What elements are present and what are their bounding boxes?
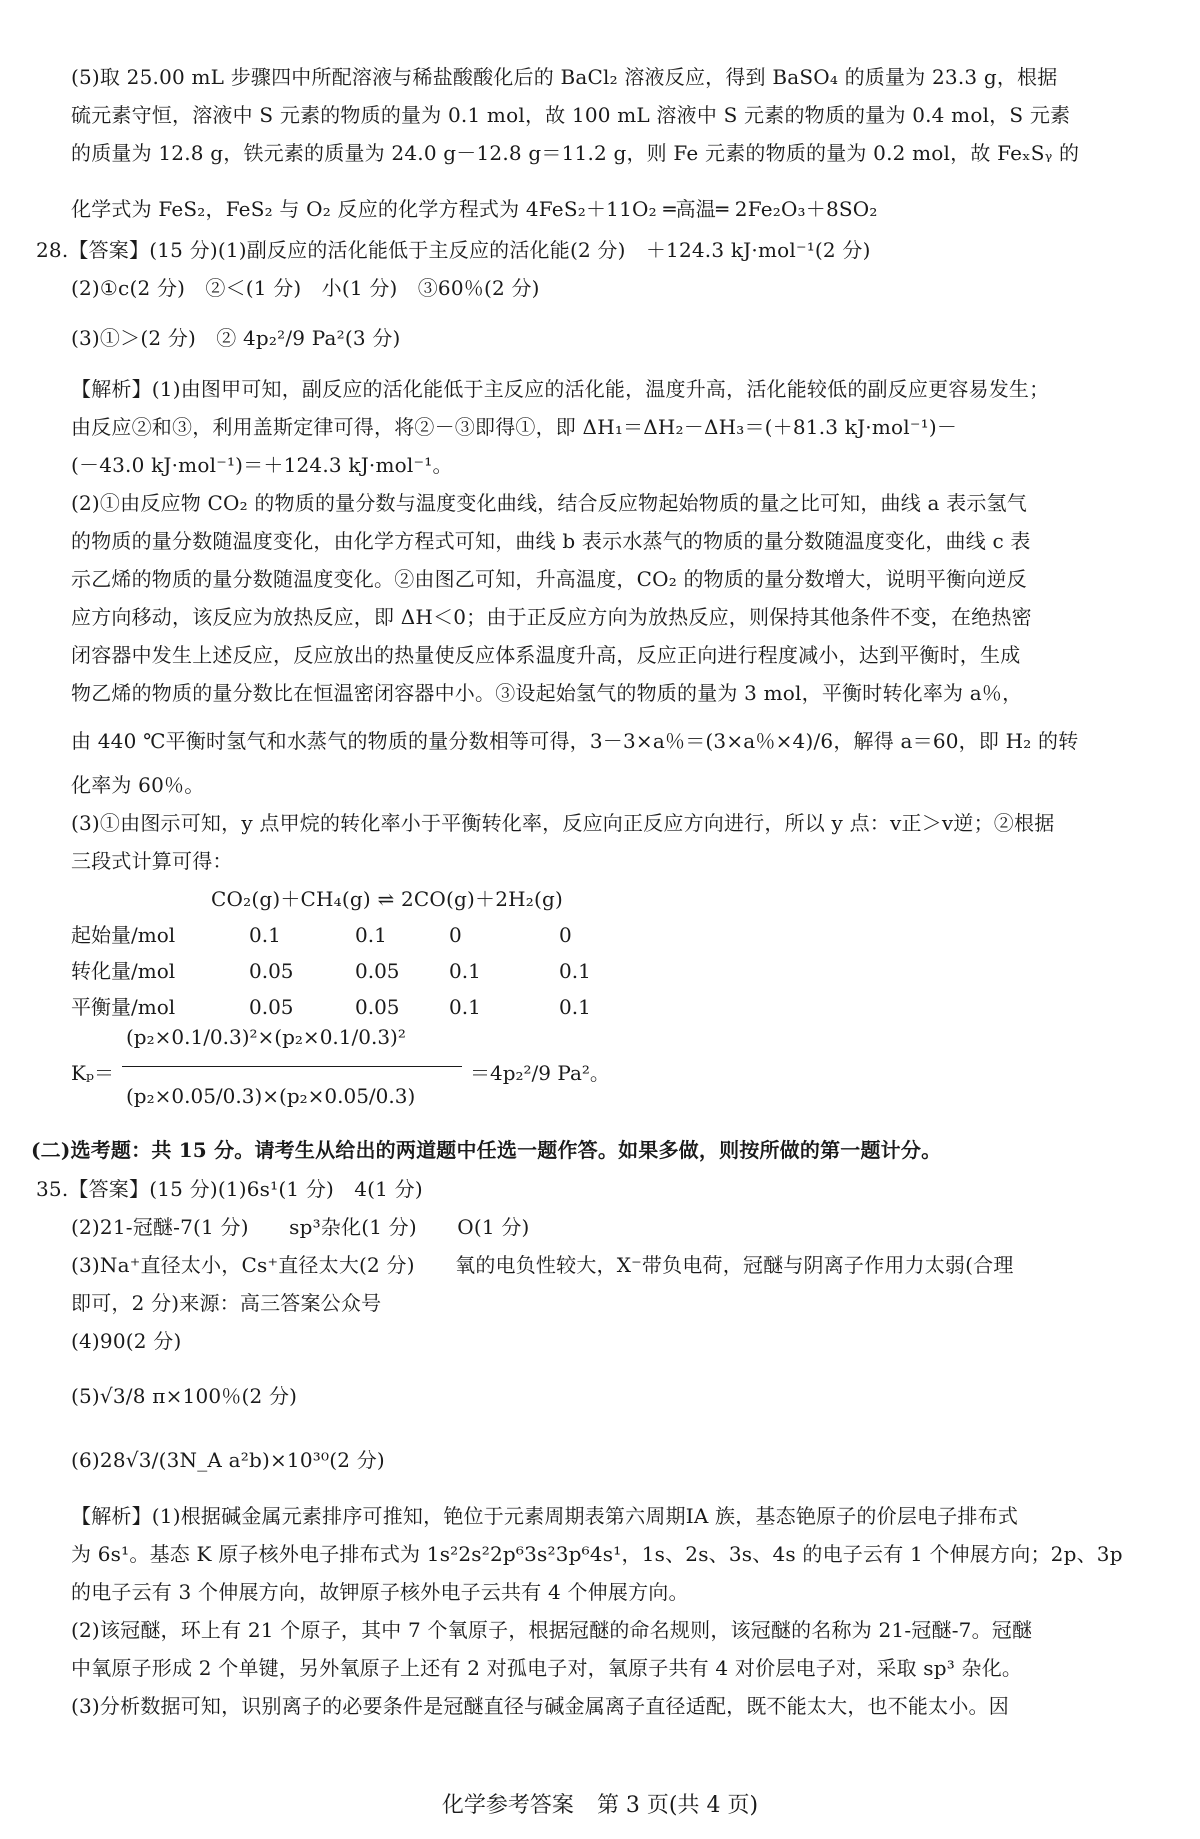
cell-value: 0.1 — [355, 923, 387, 947]
cell-value: 0.1 — [559, 959, 591, 983]
text-line: 硫元素守恒，溶液中 S 元素的物质的量为 0.1 mol，故 100 mL 溶液中 S 元素的物质的量为 0.4 mol，S 元素 — [71, 103, 1071, 127]
kp-numerator: (p₂×0.1/0.3)²×(p₂×0.1/0.3)² — [126, 1025, 406, 1049]
kp-denominator: (p₂×0.05/0.3)×(p₂×0.05/0.3) — [126, 1084, 416, 1108]
text-line: 【解析】(1)根据碱金属元素排序可推知，铯位于元素周期表第六周期ⅠA 族，基态铯原子的价层电子排布式 — [71, 1504, 1019, 1528]
text-line: (5)√3/8 π×100％(2 分) — [71, 1384, 298, 1408]
cell-value: 0.1 — [449, 995, 481, 1019]
three-stage-table — [71, 922, 671, 1030]
text-line: 的质量为 12.8 g，铁元素的质量为 24.0 g－12.8 g＝11.2 g，则 Fe 元素的物质的量为 0.2 mol，故 FeₓSᵧ 的 — [71, 141, 1080, 165]
cell-value: 0 — [449, 923, 462, 947]
kp-fraction-bar — [122, 1066, 462, 1067]
cell-value: 0.1 — [559, 995, 591, 1019]
row-label: 转化量/mol — [71, 959, 176, 983]
cell-value: 0 — [559, 923, 572, 947]
text-line: 的电子云有 3 个伸展方向，故钾原子核外电子云共有 4 个伸展方向。 — [71, 1580, 689, 1604]
text-line: 的物质的量分数随温度变化，由化学方程式可知，曲线 b 表示水蒸气的物质的量分数随温度变化，曲线 c 表 — [71, 529, 1031, 553]
text-line: 三段式计算可得： — [71, 849, 233, 873]
kp-lhs: Kₚ＝ — [71, 1061, 114, 1085]
text-line: (2)21-冠醚-7(1 分) sp³杂化(1 分) O(1 分) — [71, 1215, 530, 1239]
text-line: 中氧原子形成 2 个单键，另外氧原子上还有 2 对孤电子对，氧原子共有 4 对价层电子对，采取 sp³ 杂化。 — [71, 1656, 1023, 1680]
text-line: (3)分析数据可知，识别离子的必要条件是冠醚直径与碱金属离子直径适配，既不能太大，也不能太小。因 — [71, 1694, 1009, 1718]
text-line: (6)28√3/(3N_A a²b)×10³⁰(2 分) — [71, 1448, 385, 1472]
text-line: 为 6s¹。基态 K 原子核外电子排布式为 1s²2s²2p⁶3s²3p⁶4s¹，1s、2s、3s、4s 的电子云有 1 个伸展方向；2p、3p — [71, 1542, 1123, 1566]
text-line: 28.【答案】(15 分)(1)副反应的活化能低于主反应的活化能(2 分) ＋124.3 kJ·mol⁻¹(2 分) — [36, 238, 871, 262]
cell-value: 0.05 — [355, 995, 400, 1019]
footer-page-number: 第 3 页(共 4 页) — [596, 1793, 759, 1818]
text-line: 化率为 60％。 — [71, 773, 205, 797]
text-line: (3)①＞(2 分) ② 4p₂²/9 Pa²(3 分) — [71, 326, 401, 350]
page-footer — [0, 1788, 1200, 1819]
reaction-equation: CO₂(g)＋CH₄(g) ⇌ 2CO(g)＋2H₂(g) — [211, 887, 563, 911]
text-line: (3)①由图示可知，y 点甲烷的转化率小于平衡转化率，反应向正反应方向进行，所以 y 点：v正＞v逆；②根据 — [71, 811, 1055, 835]
footer-title: 化学参考答案 — [441, 1793, 574, 1818]
cell-value: 0.05 — [355, 959, 400, 983]
section-heading: (二)选考题：共 15 分。请考生从给出的两道题中任选一题作答。如果多做，则按所做的第一题计分。 — [31, 1138, 942, 1162]
text-line: (2)该冠醚，环上有 21 个原子，其中 7 个氧原子，根据冠醚的命名规则，该冠醚的名称为 21-冠醚-7。冠醚 — [71, 1618, 1033, 1642]
row-label: 平衡量/mol — [71, 995, 176, 1019]
text-line: 示乙烯的物质的量分数随温度变化。②由图乙可知，升高温度，CO₂ 的物质的量分数增大，说明平衡向逆反 — [71, 567, 1027, 591]
text-line: (2)①由反应物 CO₂ 的物质的量分数与温度变化曲线，结合反应物起始物质的量之比可知，曲线 a 表示氢气 — [71, 491, 1027, 515]
text-line: 闭容器中发生上述反应，反应放出的热量使反应体系温度升高，反应正向进行程度减小，达到平衡时，生成 — [71, 643, 1021, 667]
text-line: 应方向移动，该反应为放热反应，即 ΔH＜0；由于正反应方向为放热反应，则保持其他条件不变，在绝热密 — [71, 605, 1032, 629]
cell-value: 0.1 — [249, 923, 281, 947]
text-line: (－43.0 kJ·mol⁻¹)＝＋124.3 kJ·mol⁻¹。 — [71, 453, 453, 477]
table-row — [71, 958, 671, 994]
text-line: 35.【答案】(15 分)(1)6s¹(1 分) 4(1 分) — [36, 1177, 423, 1201]
text-line: 化学式为 FeS₂，FeS₂ 与 O₂ 反应的化学方程式为 4FeS₂＋11O₂ ═高温═ 2Fe₂O₃＋8SO₂ — [71, 197, 878, 221]
text-line: 即可，2 分)来源：高三答案公众号 — [71, 1291, 382, 1315]
kp-rhs: ＝4p₂²/9 Pa²。 — [470, 1061, 610, 1085]
text-line: 由反应②和③，利用盖斯定律可得，将②－③即得①，即 ΔH₁＝ΔH₂－ΔH₃＝(＋81.3 kJ·mol⁻¹)－ — [71, 415, 958, 439]
text-line: (4)90(2 分) — [71, 1329, 182, 1353]
text-line: (3)Na⁺直径太小，Cs⁺直径太大(2 分) 氧的电负性较大，X⁻带负电荷，冠醚与阴离子作用力太弱(合理 — [71, 1253, 1014, 1277]
cell-value: 0.1 — [449, 959, 481, 983]
text-line: 由 440 ℃平衡时氢气和水蒸气的物质的量分数相等可得，3－3×a％＝(3×a％×4)/6，解得 a＝60，即 H₂ 的转 — [71, 729, 1079, 753]
row-label: 起始量/mol — [71, 923, 176, 947]
cell-value: 0.05 — [249, 959, 294, 983]
table-row — [71, 922, 671, 958]
text-line: 物乙烯的物质的量分数比在恒温密闭容器中小。③设起始氢气的物质的量为 3 mol，平衡时转化率为 a％， — [71, 681, 1023, 705]
text-line: (2)①c(2 分) ②＜(1 分) 小(1 分) ③60％(2 分) — [71, 276, 540, 300]
text-line: (5)取 25.00 mL 步骤四中所配溶液与稀盐酸酸化后的 BaCl₂ 溶液反应，得到 BaSO₄ 的质量为 23.3 g，根据 — [71, 65, 1058, 89]
cell-value: 0.05 — [249, 995, 294, 1019]
text-line: 【解析】(1)由图甲可知，副反应的活化能低于主反应的活化能，温度升高，活化能较低的副反应更容易发生； — [71, 377, 1050, 401]
